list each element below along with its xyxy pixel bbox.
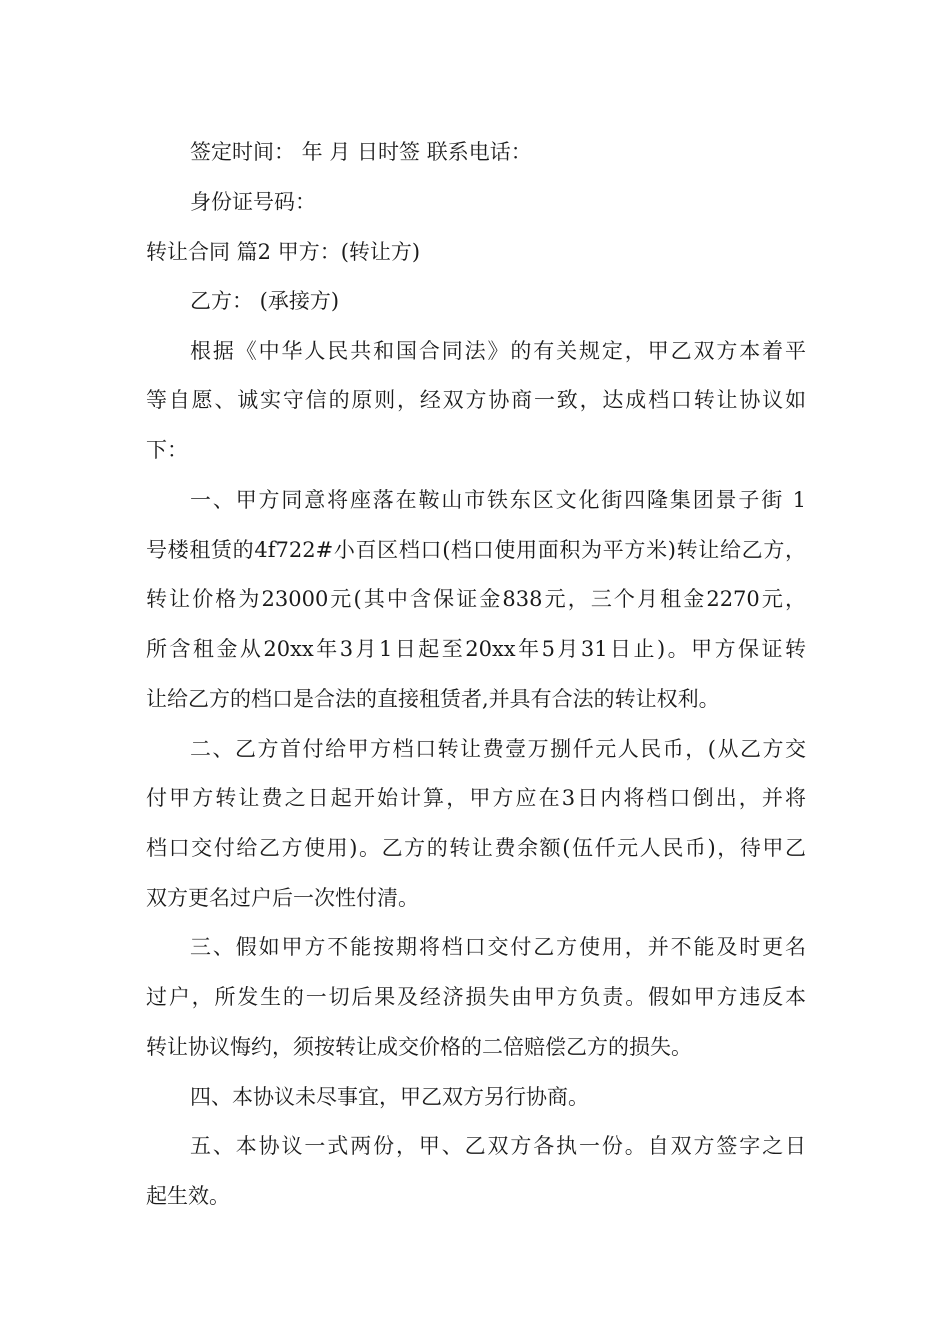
clause-3-line: 过户，所发生的一切后果及经济损失由甲方负责。假如甲方违反本 xyxy=(146,985,806,1009)
clause-2-line: 付甲方转让费之日起开始计算，甲方应在3日内将档口倒出，并将 xyxy=(146,786,806,810)
clause-5-line: 五、本协议一式两份，甲、乙双方各执一份。自双方签字之日 xyxy=(190,1134,806,1158)
contract-title-line: 转让合同 篇2 甲方：(转让方) xyxy=(146,240,421,264)
intro-line: 根据《中华人民共和国合同法》的有关规定，甲乙双方本着平 xyxy=(190,339,806,363)
intro-line: 等自愿、诚实守信的原则，经双方协商一致，达成档口转让协议如 xyxy=(146,388,806,412)
clause-2-line: 双方更名过户后一次性付清。 xyxy=(146,886,419,910)
signing-info-line: 签定时间： 年 月 日时签 联系电话： xyxy=(190,140,532,164)
clause-3-line: 转让协议悔约，须按转让成交价格的二倍赔偿乙方的损失。 xyxy=(146,1035,692,1059)
clause-3-line: 三、假如甲方不能按期将档口交付乙方使用，并不能及时更名 xyxy=(190,935,806,959)
clause-2-line: 档口交付给乙方使用)。乙方的转让费余额(伍仟元人民币)，待甲乙 xyxy=(146,836,806,860)
clause-4-line: 四、本协议未尽事宜，甲乙双方另行协商。 xyxy=(190,1085,589,1109)
clause-1-line: 转让价格为23000元(其中含保证金838元，三个月租金2270元， xyxy=(146,587,806,611)
id-number-line: 身份证号码： xyxy=(190,190,316,214)
intro-line: 下： xyxy=(146,438,188,462)
clause-1-line: 号楼租赁的4f722#小百区档口(档口使用面积为平方米)转让给乙方， xyxy=(146,538,806,562)
clause-5-line: 起生效。 xyxy=(146,1184,230,1208)
clause-1-line: 所含租金从20xx年3月1日起至20xx年5月31日止)。甲方保证转 xyxy=(146,637,806,661)
clause-2-line: 二、乙方首付给甲方档口转让费壹万捌仟元人民币，(从乙方交 xyxy=(190,737,806,761)
party-b-line: 乙方： (承接方) xyxy=(190,289,340,313)
clause-1-line: 让给乙方的档口是合法的直接租赁者,并具有合法的转让权利。 xyxy=(146,687,720,711)
clause-1-line: 一、甲方同意将座落在鞍山市铁东区文化街四隆集团景子街 1 xyxy=(190,488,806,512)
